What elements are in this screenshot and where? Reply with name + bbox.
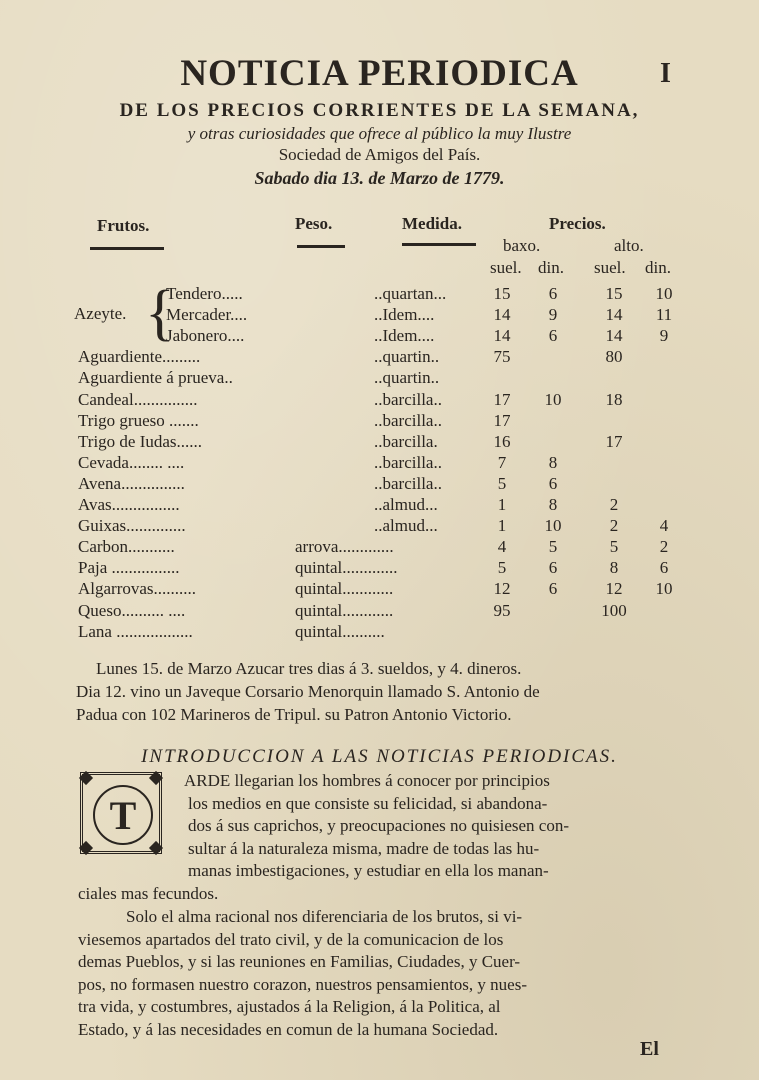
item-medida: ..barcilla.. bbox=[374, 473, 442, 493]
table-row bbox=[0, 305, 759, 327]
column-header-precios: Precios. bbox=[549, 214, 606, 233]
table-row bbox=[0, 601, 759, 623]
price-alto-sueldos: 17 bbox=[605, 431, 623, 451]
note-line-2: Dia 12. vino un Javeque Corsario Menorquin llamado S. Antonio de bbox=[76, 682, 540, 701]
column-header-sueldos-baxo: suel. bbox=[490, 258, 522, 277]
item-name: Lana .................. bbox=[78, 621, 193, 641]
price-baxo-sueldos: 17 bbox=[493, 389, 511, 409]
price-alto-sueldos: 80 bbox=[605, 347, 623, 367]
price-baxo-dineros: 9 bbox=[548, 305, 558, 325]
item-peso: quintal............. bbox=[295, 558, 398, 578]
item-medida: ..Idem.... bbox=[374, 326, 435, 346]
price-baxo-sueldos: 4 bbox=[497, 537, 507, 557]
item-name: Jabonero.... bbox=[166, 326, 245, 346]
table-row bbox=[0, 537, 759, 559]
column-header-dineros-baxo: din. bbox=[538, 258, 564, 277]
table-row bbox=[0, 390, 759, 412]
item-medida: ..barcilla.. bbox=[374, 410, 442, 430]
price-baxo-sueldos: 17 bbox=[493, 410, 511, 430]
initial-letter: T bbox=[93, 785, 153, 845]
catchword: El bbox=[640, 1038, 659, 1060]
table-row bbox=[0, 558, 759, 580]
item-name: Trigo grueso ....... bbox=[78, 410, 199, 430]
intro-line: manas imbestigaciones, y estudiar en ella los manan- bbox=[188, 861, 549, 881]
price-alto-sueldos: 2 bbox=[609, 495, 619, 514]
item-name: Avas................ bbox=[78, 495, 180, 514]
price-alto-sueldos: 2 bbox=[609, 516, 619, 536]
ornament-corner bbox=[79, 841, 93, 855]
price-alto-dineros: 9 bbox=[659, 326, 669, 346]
price-baxo-dineros: 6 bbox=[548, 579, 558, 599]
table-row bbox=[0, 347, 759, 369]
price-baxo-sueldos: 5 bbox=[497, 473, 507, 493]
price-alto-sueldos: 12 bbox=[605, 579, 623, 599]
item-medida: ..almud... bbox=[374, 495, 438, 514]
price-baxo-dineros: 10 bbox=[544, 389, 562, 409]
issue-date: Sabado dia 13. de Marzo de 1779. bbox=[254, 168, 505, 188]
price-baxo-sueldos: 75 bbox=[493, 347, 511, 367]
price-baxo-sueldos: 1 bbox=[497, 495, 507, 514]
note-line-1: Lunes 15. de Marzo Azucar tres dias á 3. sueldos, y 4. dineros. bbox=[96, 659, 522, 678]
item-peso: quintal............ bbox=[295, 579, 394, 599]
header-rule-medida bbox=[402, 243, 476, 246]
table-row bbox=[0, 284, 759, 306]
decorated-initial bbox=[80, 772, 162, 854]
price-baxo-sueldos: 15 bbox=[493, 284, 511, 303]
price-baxo-sueldos: 1 bbox=[497, 516, 507, 536]
body-line: Estado, y á las necesidades en comun de la humana Sociedad. bbox=[78, 1020, 499, 1039]
body-line: viesemos apartados del trato civil, y de la comunicacion de los bbox=[78, 929, 504, 949]
price-alto-sueldos: 100 bbox=[601, 600, 627, 620]
price-baxo-sueldos: 7 bbox=[497, 452, 507, 472]
item-name: Aguardiente......... bbox=[78, 347, 201, 367]
price-alto-sueldos: 18 bbox=[605, 389, 623, 409]
header-rule-peso bbox=[297, 245, 345, 248]
price-baxo-dineros: 10 bbox=[544, 516, 562, 536]
price-baxo-sueldos: 14 bbox=[493, 326, 511, 346]
price-baxo-dineros: 5 bbox=[548, 537, 558, 557]
item-medida: ..barcilla. bbox=[374, 431, 438, 451]
table-row bbox=[0, 622, 759, 644]
ornament-corner bbox=[79, 771, 93, 785]
column-header-medida: Medida. bbox=[402, 214, 462, 233]
body-line: pos, no formasen nuestro corazon, nuestros pensamientos, y nues- bbox=[78, 974, 527, 994]
table-row bbox=[0, 326, 759, 348]
price-alto-dineros: 11 bbox=[655, 305, 673, 325]
note-line-3: Padua con 102 Marineros de Tripul. su Patron Antonio Victorio. bbox=[76, 705, 512, 724]
price-baxo-dineros: 8 bbox=[548, 495, 558, 514]
item-name: Queso.......... .... bbox=[78, 600, 186, 620]
body-line: Solo el alma racional nos diferenciaria de los brutos, si vi- bbox=[126, 907, 523, 926]
intro-line: dos á sus caprichos, y preocupaciones no quisiesen con- bbox=[188, 816, 569, 836]
table-row bbox=[0, 579, 759, 601]
price-baxo-sueldos: 12 bbox=[493, 579, 511, 599]
brace-glyph: { bbox=[145, 279, 175, 347]
page-number: I bbox=[660, 58, 671, 89]
column-header-sueldos-alto: suel. bbox=[594, 258, 626, 277]
item-medida: ..almud... bbox=[374, 516, 438, 536]
table-row bbox=[0, 495, 759, 517]
intro-heading: INTRODUCCION A LAS NOTICIAS PERIODICAS. bbox=[141, 746, 618, 767]
item-name: Tendero..... bbox=[166, 284, 243, 303]
item-name: Algarrovas.......... bbox=[78, 579, 197, 599]
intro-line: sultar á la naturaleza misma, madre de todas las hu- bbox=[188, 838, 540, 858]
price-baxo-sueldos: 5 bbox=[497, 558, 507, 578]
item-name: Guixas.............. bbox=[78, 516, 186, 536]
item-medida: ..barcilla.. bbox=[374, 452, 442, 472]
ornament-corner bbox=[149, 841, 163, 855]
body-line: tra vida, y costumbres, ajustados á la Religion, á la Politica, al bbox=[78, 997, 501, 1017]
intro-line: los medios en que consiste su felicidad, si abandona- bbox=[188, 793, 548, 813]
price-alto-dineros: 10 bbox=[655, 579, 673, 599]
table-row bbox=[0, 368, 759, 390]
price-alto-dineros: 2 bbox=[659, 537, 669, 557]
subtitle-line-2: y otras curiosidades que ofrece al público la muy Ilustre bbox=[187, 124, 572, 143]
table-row bbox=[0, 453, 759, 475]
price-baxo-dineros: 6 bbox=[548, 473, 558, 493]
item-medida: ..quartin.. bbox=[374, 368, 440, 388]
intro-line: ARDE llegarian los hombres á conocer por principios bbox=[184, 771, 550, 790]
price-baxo-sueldos: 16 bbox=[493, 431, 511, 451]
price-alto-sueldos: 15 bbox=[605, 284, 623, 303]
item-name: Candeal............... bbox=[78, 389, 198, 409]
table-row bbox=[0, 432, 759, 454]
intro-line-full: ciales mas fecundos. bbox=[78, 884, 219, 903]
subtitle-line-1: DE LOS PRECIOS CORRIENTES DE LA SEMANA, bbox=[119, 100, 640, 121]
column-header-dineros-alto: din. bbox=[645, 258, 671, 277]
page-title: NOTICIA PERIODICA bbox=[180, 53, 579, 94]
body-line: demas Pueblos, y si las reuniones en Familias, Ciudades, y Cuer- bbox=[78, 952, 521, 972]
table-row bbox=[0, 516, 759, 538]
item-medida: ..quartin.. bbox=[374, 347, 440, 367]
item-name: Cevada........ .... bbox=[78, 452, 185, 472]
price-alto-sueldos: 14 bbox=[605, 326, 623, 346]
item-medida: ..Idem.... bbox=[374, 305, 435, 325]
column-header-baxo: baxo. bbox=[503, 236, 541, 255]
header-rule-frutos bbox=[90, 247, 164, 250]
price-alto-dineros: 10 bbox=[655, 284, 673, 303]
ornament-corner bbox=[149, 771, 163, 785]
item-medida: ..barcilla.. bbox=[374, 389, 442, 409]
table-row bbox=[0, 474, 759, 496]
price-alto-sueldos: 8 bbox=[609, 558, 619, 578]
item-peso: quintal.......... bbox=[295, 621, 385, 641]
table-row bbox=[0, 411, 759, 433]
item-name: Carbon........... bbox=[78, 537, 175, 557]
item-medida: ..quartan... bbox=[374, 284, 447, 303]
column-header-frutos: Frutos. bbox=[97, 216, 150, 235]
azeyte-label: Azeyte. bbox=[74, 304, 127, 323]
price-baxo-sueldos: 95 bbox=[493, 600, 511, 620]
column-header-alto: alto. bbox=[614, 236, 644, 255]
price-baxo-dineros: 6 bbox=[548, 326, 558, 346]
price-alto-sueldos: 14 bbox=[605, 305, 623, 325]
item-peso: arrova............. bbox=[295, 537, 394, 557]
item-name: Mercader.... bbox=[166, 305, 248, 325]
item-name: Trigo de Iudas...... bbox=[78, 431, 203, 451]
price-alto-sueldos: 5 bbox=[609, 537, 619, 557]
column-header-peso: Peso. bbox=[295, 214, 333, 233]
price-alto-dineros: 4 bbox=[659, 516, 669, 536]
price-baxo-sueldos: 14 bbox=[493, 305, 511, 325]
price-alto-dineros: 6 bbox=[659, 558, 669, 578]
item-name: Paja ................ bbox=[78, 558, 180, 578]
item-peso: quintal............ bbox=[295, 600, 394, 620]
price-baxo-dineros: 8 bbox=[548, 452, 558, 472]
price-baxo-dineros: 6 bbox=[548, 284, 558, 303]
price-baxo-dineros: 6 bbox=[548, 558, 558, 578]
item-name: Aguardiente á prueva.. bbox=[78, 368, 233, 388]
subtitle-line-3: Sociedad de Amigos del País. bbox=[278, 145, 481, 164]
item-name: Avena............... bbox=[78, 473, 185, 493]
